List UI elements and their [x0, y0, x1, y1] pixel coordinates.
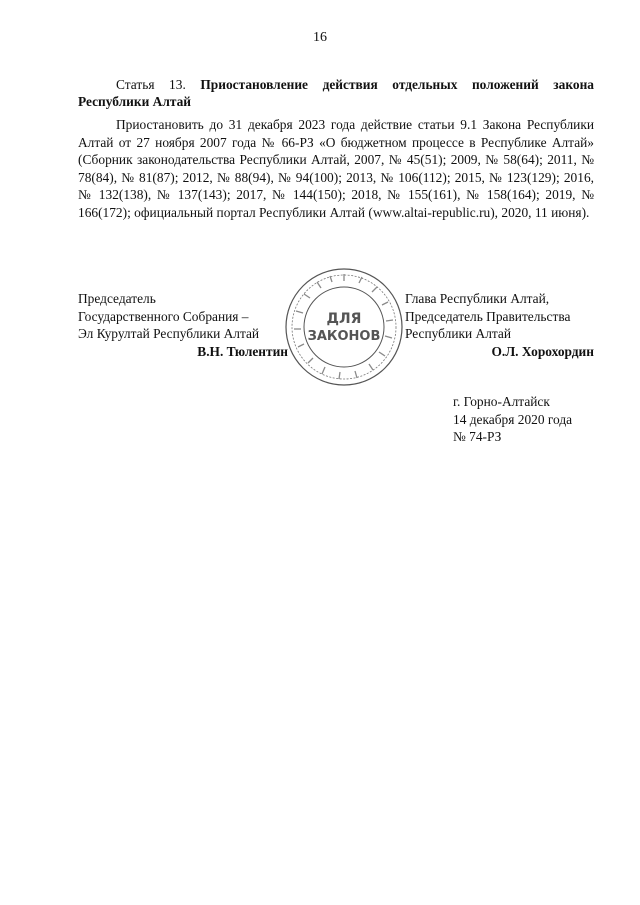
place-and-date	[453, 393, 572, 446]
seal-text-line-1: ДЛЯ	[326, 311, 362, 327]
article-body: Приостановить до 31 декабря 2023 года действие статьи 9.1 Закона Республики Алтай от 27 ноября 2007 года № 66-РЗ «О бюджетном процессе в Республике Алтай» (Сборник законодательства Республики Алтай, 2007, № 45(51); 2009, № 58(64); 2011, № 78(84), № 81(87); 2012, № 88(94), № 94(100); 2013, № 106(112); 2015, № 123(129); 2016, № 132(138), № 137(143); 2017, № 144(150); 2018, № 155(161), № 158(164); 2019, № 166(172); официальный портал Республики Алтай (www.altai-republic.ru), 2020, 11 июня).	[78, 117, 594, 220]
article-label: Статья 13.	[116, 77, 186, 92]
signature-left-position-2: Государственного Собрания –	[78, 308, 249, 324]
signature-left-position-3: Эл Курултай Республики Алтай	[78, 326, 260, 341]
signature-right-position-1: Глава Республики Алтай,	[405, 291, 550, 306]
signature-right-position-2: Председатель Правительства	[405, 308, 571, 324]
signature-right-position-3: Республики Алтай	[405, 326, 512, 341]
article-title: Приостановление действия отдельных положений закона Республики Алтай	[78, 77, 594, 109]
law-number: № 74-РЗ	[453, 429, 502, 444]
article-13	[78, 76, 594, 221]
page-number: 16	[313, 30, 327, 45]
seal-text-line-2: ЗАКОНОВ	[307, 329, 381, 344]
signature-left-name: В.Н. Тюлентин	[197, 343, 288, 359]
signature-block-left	[78, 290, 288, 360]
city: г. Горно-Алтайск	[453, 394, 550, 409]
signature-right-name: О.Л. Хорохордин	[491, 343, 594, 359]
law-date: 14 декабря 2020 года	[453, 411, 573, 427]
signature-left-position-1: Председатель	[78, 291, 156, 306]
signature-block-right	[405, 290, 594, 360]
official-seal-stamp	[284, 266, 404, 388]
article-heading	[78, 76, 594, 110]
